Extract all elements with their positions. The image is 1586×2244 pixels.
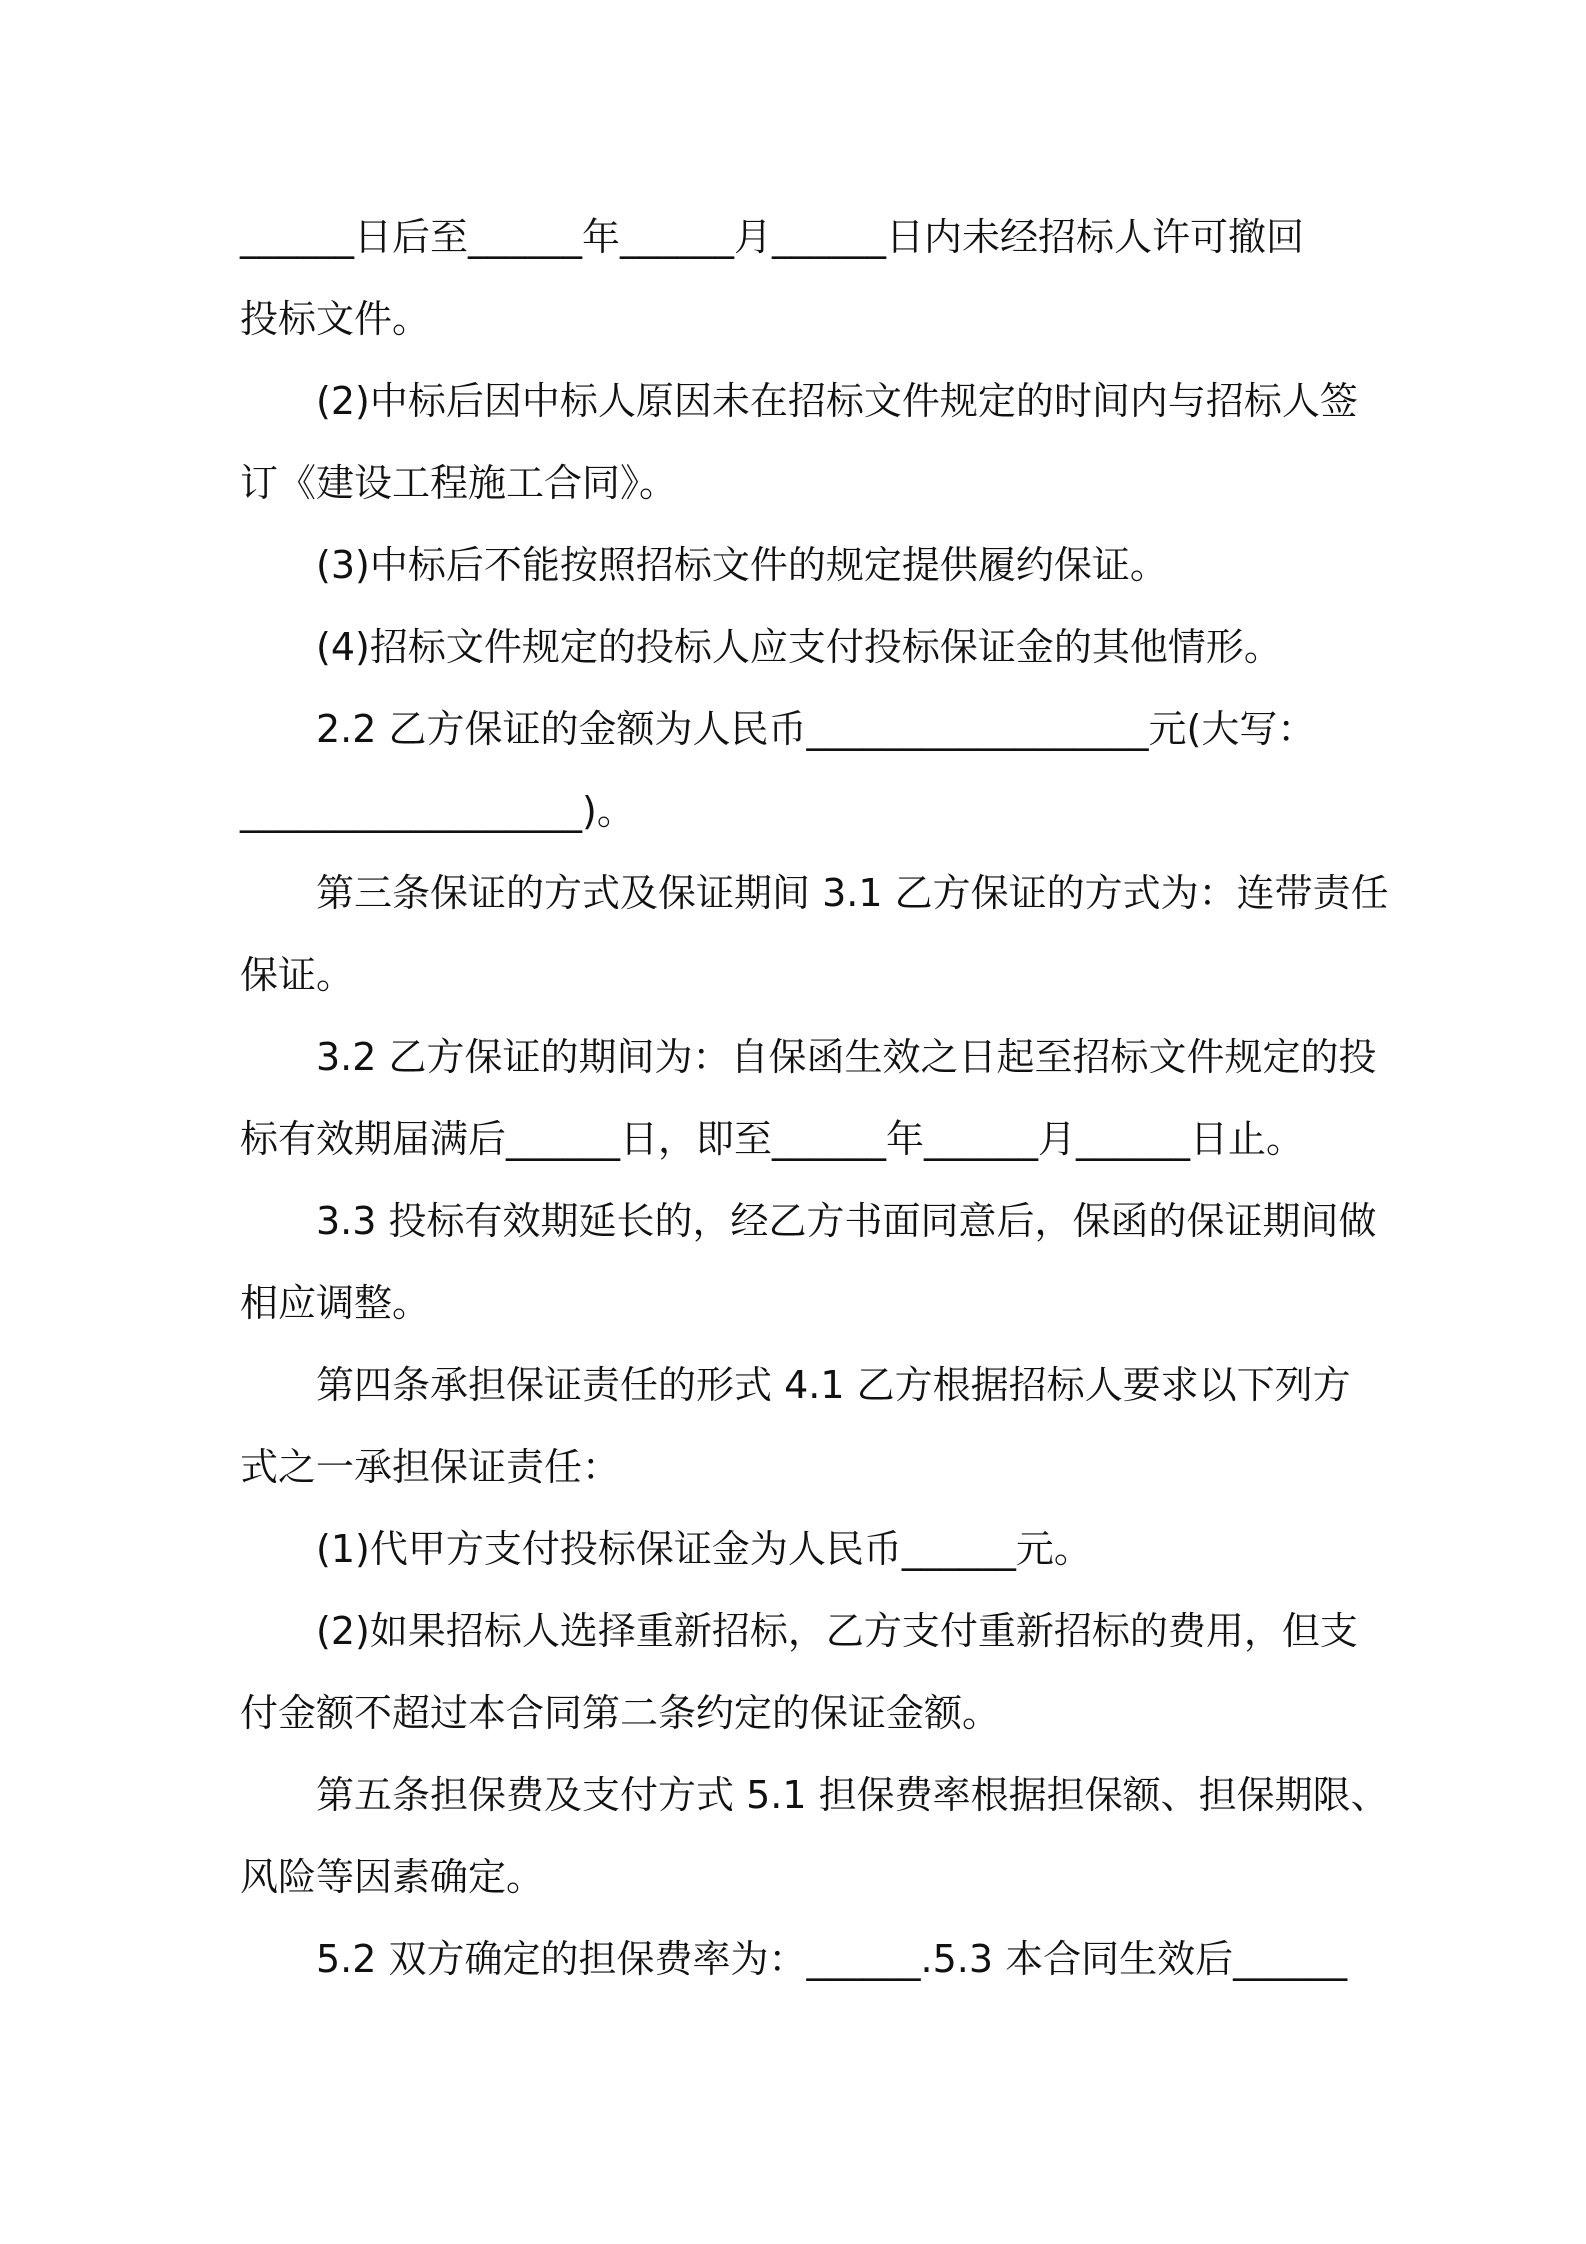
text-line: 风险等因素确定。 [240, 1855, 545, 1899]
text-line: (2)如果招标人选择重新招标，乙方支付重新招标的费用，但支 [316, 1609, 1358, 1653]
text-line: 3.2 乙方保证的期间为：自保函生效之日起至招标文件规定的投 [316, 1035, 1377, 1079]
text-line: (2)中标后因中标人原因未在招标文件规定的时间内与招标人签 [316, 379, 1358, 423]
text-line: 式之一承担保证责任： [240, 1445, 621, 1489]
text-line: 保证。 [240, 953, 355, 997]
text-line: 第五条担保费及支付方式 5.1 担保费率根据担保额、担保期限、 [316, 1773, 1389, 1817]
text-line: 3.3 投标有效期延长的，经乙方书面同意后，保函的保证期间做 [316, 1199, 1377, 1243]
text-line: 5.2 双方确定的担保费率为：______.5.3 本合同生效后______ [316, 1937, 1348, 1981]
text-line: 2.2 乙方保证的金额为人民币__________________元(大写： [316, 707, 1316, 751]
text-line: 订《建设工程施工合同》。 [240, 461, 678, 505]
text-line: 第三条保证的方式及保证期间 3.1 乙方保证的方式为：连带责任 [316, 871, 1389, 915]
text-line: 投标文件。 [240, 297, 431, 341]
text-line: __________________)。 [240, 789, 635, 833]
text-line: 付金额不超过本合同第二条约定的保证金额。 [240, 1691, 1001, 1735]
text-line: (1)代甲方支付投标保证金为人民币______元。 [316, 1527, 1092, 1571]
document-body [240, 196, 1389, 2000]
text-line: 标有效期届满后______日，即至______年______月______日止。 [240, 1117, 1305, 1161]
text-line: 相应调整。 [240, 1281, 431, 1325]
text-line: 第四条承担保证责任的形式 4.1 乙方根据招标人要求以下列方 [316, 1363, 1351, 1407]
text-line: (3)中标后不能按照招标文件的规定提供履约保证。 [316, 543, 1168, 587]
text-line: ______日后至______年______月______日内未经招标人许可撤回 [240, 215, 1305, 259]
text-line: (4)招标文件规定的投标人应支付投标保证金的其他情形。 [316, 625, 1282, 669]
